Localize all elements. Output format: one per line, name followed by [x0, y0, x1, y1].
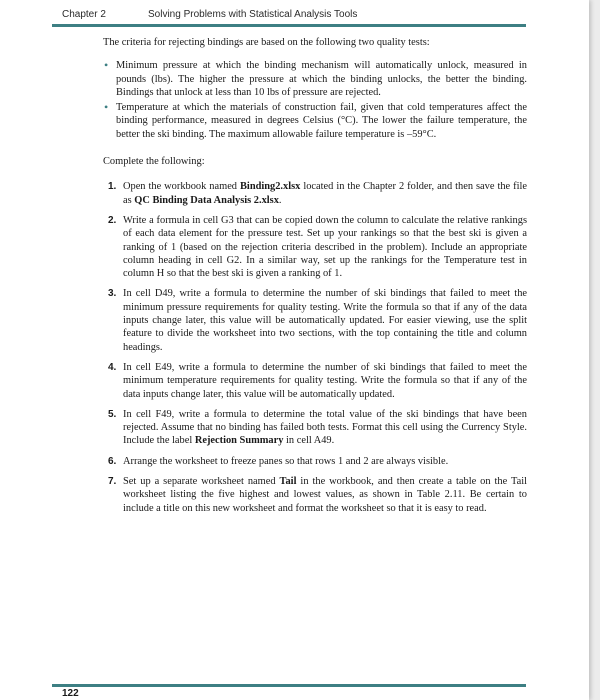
step-text: in cell A49. — [283, 435, 335, 447]
step-text: located in the Chapter 2 folder, and then save the file as — [123, 181, 527, 206]
step-emphasis: QC Binding Data Analysis 2.xlsx — [134, 194, 279, 206]
criteria-list — [103, 59, 527, 141]
step-item — [103, 408, 527, 448]
step-number: 5. — [108, 408, 117, 420]
step-text: Open the workbook named — [123, 181, 240, 193]
step-text: Arrange the worksheet to freeze panes so that rows 1 and 2 are always visible. — [123, 455, 449, 467]
step-number: 3. — [108, 288, 117, 300]
step-text: Set up a separate worksheet named — [123, 476, 280, 488]
complete-intro: Complete the following: — [103, 156, 205, 168]
step-number: 1. — [108, 181, 117, 193]
step-text: . — [278, 194, 282, 206]
criteria-item — [103, 101, 527, 141]
step-text: In cell F49, write a formula to determine the total value of the ski bindings that have been rejected. Assume that no binding has failed both tests. Format this cell using the Currency Style. Include the label — [123, 408, 527, 447]
step-item — [103, 455, 527, 468]
steps-list — [103, 180, 527, 515]
header-rule — [52, 24, 526, 27]
step-item — [103, 180, 527, 207]
step-emphasis: Rejection Summary — [194, 435, 284, 447]
step-number: 6. — [108, 455, 117, 467]
step-item — [103, 475, 527, 515]
criteria-item — [103, 59, 527, 99]
step-number: 7. — [108, 476, 117, 488]
page-body — [103, 36, 527, 522]
step-item — [103, 214, 527, 280]
step-emphasis: Binding2.xlsx — [240, 181, 301, 193]
chapter-label: Chapter 2 — [62, 9, 106, 20]
step-text: in the workbook, and then create a table on the Tail worksheet listing the five highest and lowest values, as shown in Table 2.11. Be certain to include a title on this new worksheet and format the worksheet so that it is easy to read. — [123, 476, 527, 514]
step-emphasis: Tail — [279, 476, 297, 488]
step-text: In cell D49, write a formula to determine the number of ski bindings that failed to meet the minimum pressure requirements for quality testing. Write the formula so that if any of the data inputs change later, this value will be automatically updated. For easier viewing, use the split feature to divide the worksheet into two sections, with the top containing the title and column headings. — [123, 288, 527, 353]
bullet-icon: • — [104, 58, 109, 73]
step-number: 2. — [108, 214, 117, 226]
footer-rule — [52, 684, 526, 687]
criteria-text: Temperature at which the materials of construction fail, given that cold temperatures affect the binding performance, measured in degrees Celsius (°C). The lower the failure temperature, the better the ski binding. The maximum allowable failure temperature is –59°C. — [116, 102, 527, 140]
page-number: 122 — [62, 688, 79, 699]
step-item — [103, 361, 527, 401]
step-text: In cell E49, write a formula to determine the number of ski bindings that failed to meet the minimum temperature requirements for quality testing. Write the formula so that if any of the data inputs change later, this value will be automatically updated. — [123, 361, 527, 400]
step-item — [103, 287, 527, 353]
criteria-text: Minimum pressure at which the binding mechanism will automatically unlock, measured in pounds (lbs). The higher the pressure at which the binding unlocks, the better the binding. Bindings that unlock at less than 10 lbs of pressure are rejected. — [116, 60, 527, 98]
step-number: 4. — [108, 361, 117, 373]
bullet-icon: • — [104, 100, 109, 115]
criteria-intro: The criteria for rejecting bindings are based on the following two quality tests: — [103, 37, 430, 48]
step-text: Write a formula in cell G3 that can be copied down the column to calculate the relative rankings of each data element for the pressure test. Set up your rankings so that the best ski is given a ranking of 1 (based on the rejection criteria described in the problem). Include an appropriate column heading in cell G2. In a similar way, set up the rankings for the Temperature test in column H so that the best ski is given a ranking of 1. — [123, 214, 527, 280]
section-title: Solving Problems with Statistical Analysis Tools — [148, 9, 358, 20]
